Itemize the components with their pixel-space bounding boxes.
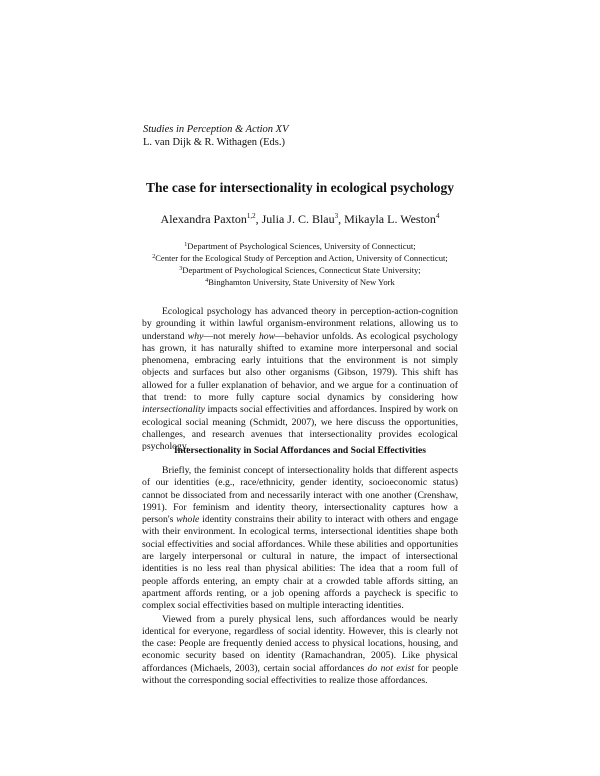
body-emphasis: whole bbox=[176, 514, 200, 526]
author-affiliation-mark: 4 bbox=[435, 212, 440, 220]
body-text: Briefly, the feminist concept of intersectionality holds that different aspects of our identities (e.g., race/ethnicity, gender identity, socioeconomic status) cannot be dissociated from and necessarily interact with one another (Crenshaw, 1991). For feminism and identity theory, intersectionality captures how a person's bbox=[142, 465, 458, 526]
body-text: identity constrains their ability to interact with others and engage with their environment. In ecological terms, intersectional identities shape both social effectivities and social affordances. While these abilities and opportunities are largely interpersonal or cultural in nature, the impact of intersectional identities is no less real than physical abilities: The idea that a room full of people affords entering, an empty chair at a crowded table affords sitting, an apartment affords renting, or a job opening affords a paycheck is specific to complex social effectivities based on multiple interacting identities. bbox=[142, 514, 458, 612]
author-affiliation-mark: 1,2 bbox=[246, 212, 256, 220]
affiliation-mark: 1 bbox=[184, 242, 188, 248]
author-name: Julia J. C. Blau bbox=[261, 212, 335, 226]
editors: L. van Dijk & R. Withagen (Eds.) bbox=[143, 137, 285, 148]
affiliation-line bbox=[0, 240, 600, 252]
abstract-text: Ecological psychology has advanced theory in perception-action-cognition by grounding it within lawful organism-environment relations, allowing us to understand bbox=[142, 306, 458, 342]
abstract-text: —not merely bbox=[203, 330, 259, 342]
abstract-text: impacts social effectivities and affordances. Inspired by work on ecological social meaning (Schmidt, 2007), we here discuss the opportunities, challenges, and research avenues that intersectionality provides ecological psychology. bbox=[142, 404, 458, 453]
author-list: Alexandra Paxton$^{1,2}$, Julia J. C. Blau$^3$, Mikayla L. Weston$^4$ bbox=[160, 212, 440, 226]
affiliation-mark: 3 bbox=[179, 266, 183, 272]
abstract-emphasis: intersectionality bbox=[142, 404, 205, 416]
affiliation-line bbox=[0, 264, 600, 276]
abstract-emphasis: how bbox=[258, 330, 276, 342]
section-heading: Intersectionality in Social Affordances and Social Effectivities bbox=[173, 445, 427, 456]
body-emphasis: do not exist bbox=[367, 662, 415, 674]
affiliation-text: Department of Psychological Sciences, Connecticut State University; bbox=[182, 265, 421, 275]
journal-name: Studies in Perception & Action XV bbox=[143, 124, 289, 135]
author-name: Alexandra Paxton bbox=[160, 212, 247, 226]
author-name: Mikayla L. Weston bbox=[344, 212, 436, 226]
abstract bbox=[142, 306, 458, 454]
body-paragraph bbox=[142, 465, 458, 613]
abstract-text: —behavior unfolds. As ecological psychology has grown, it has naturally shifted to examine more interpersonal and social phenomena, embracing early intuitions that the environment is not simply objects and surfaces but also other organisms (Gibson, 1979). This shift has allowed for a fuller explanation of behavior, and we argue for a continuation of that trend: to more fully capture social dynamics by considering how bbox=[142, 330, 458, 404]
affiliation-text: Binghamton University, State University of New York bbox=[208, 277, 395, 287]
affiliation-text: Center for the Ecological Study of Perception and Action, University of Connecticut; bbox=[155, 253, 448, 263]
paper-title: The case for intersectionality in ecological psychology bbox=[146, 180, 454, 195]
abstract-emphasis: why bbox=[187, 330, 204, 342]
body-text: for people without the corresponding social effectivities to realize those affordances. bbox=[142, 662, 458, 687]
affiliation-line bbox=[0, 252, 600, 264]
author-affiliation-mark: 3 bbox=[334, 212, 339, 220]
body-paragraph bbox=[142, 614, 458, 688]
affiliations bbox=[0, 240, 600, 288]
body-text: Viewed from a purely physical lens, such affordances would be nearly identical for everyone, regardless of social identity. However, this is clearly not the case: People are frequently denied access to physical locations, housing, and economic security based on identity (Ramachandran, 2005). Like physical affordances (Michaels, 2003), certain social affordances bbox=[142, 613, 458, 674]
section-body bbox=[142, 465, 458, 687]
affiliation-mark: 4 bbox=[205, 278, 209, 284]
series-header bbox=[143, 123, 289, 149]
affiliation-line bbox=[0, 276, 600, 288]
affiliation-mark: 2 bbox=[152, 254, 156, 260]
affiliation-text: Department of Psychological Sciences, University of Connecticut; bbox=[187, 241, 416, 251]
